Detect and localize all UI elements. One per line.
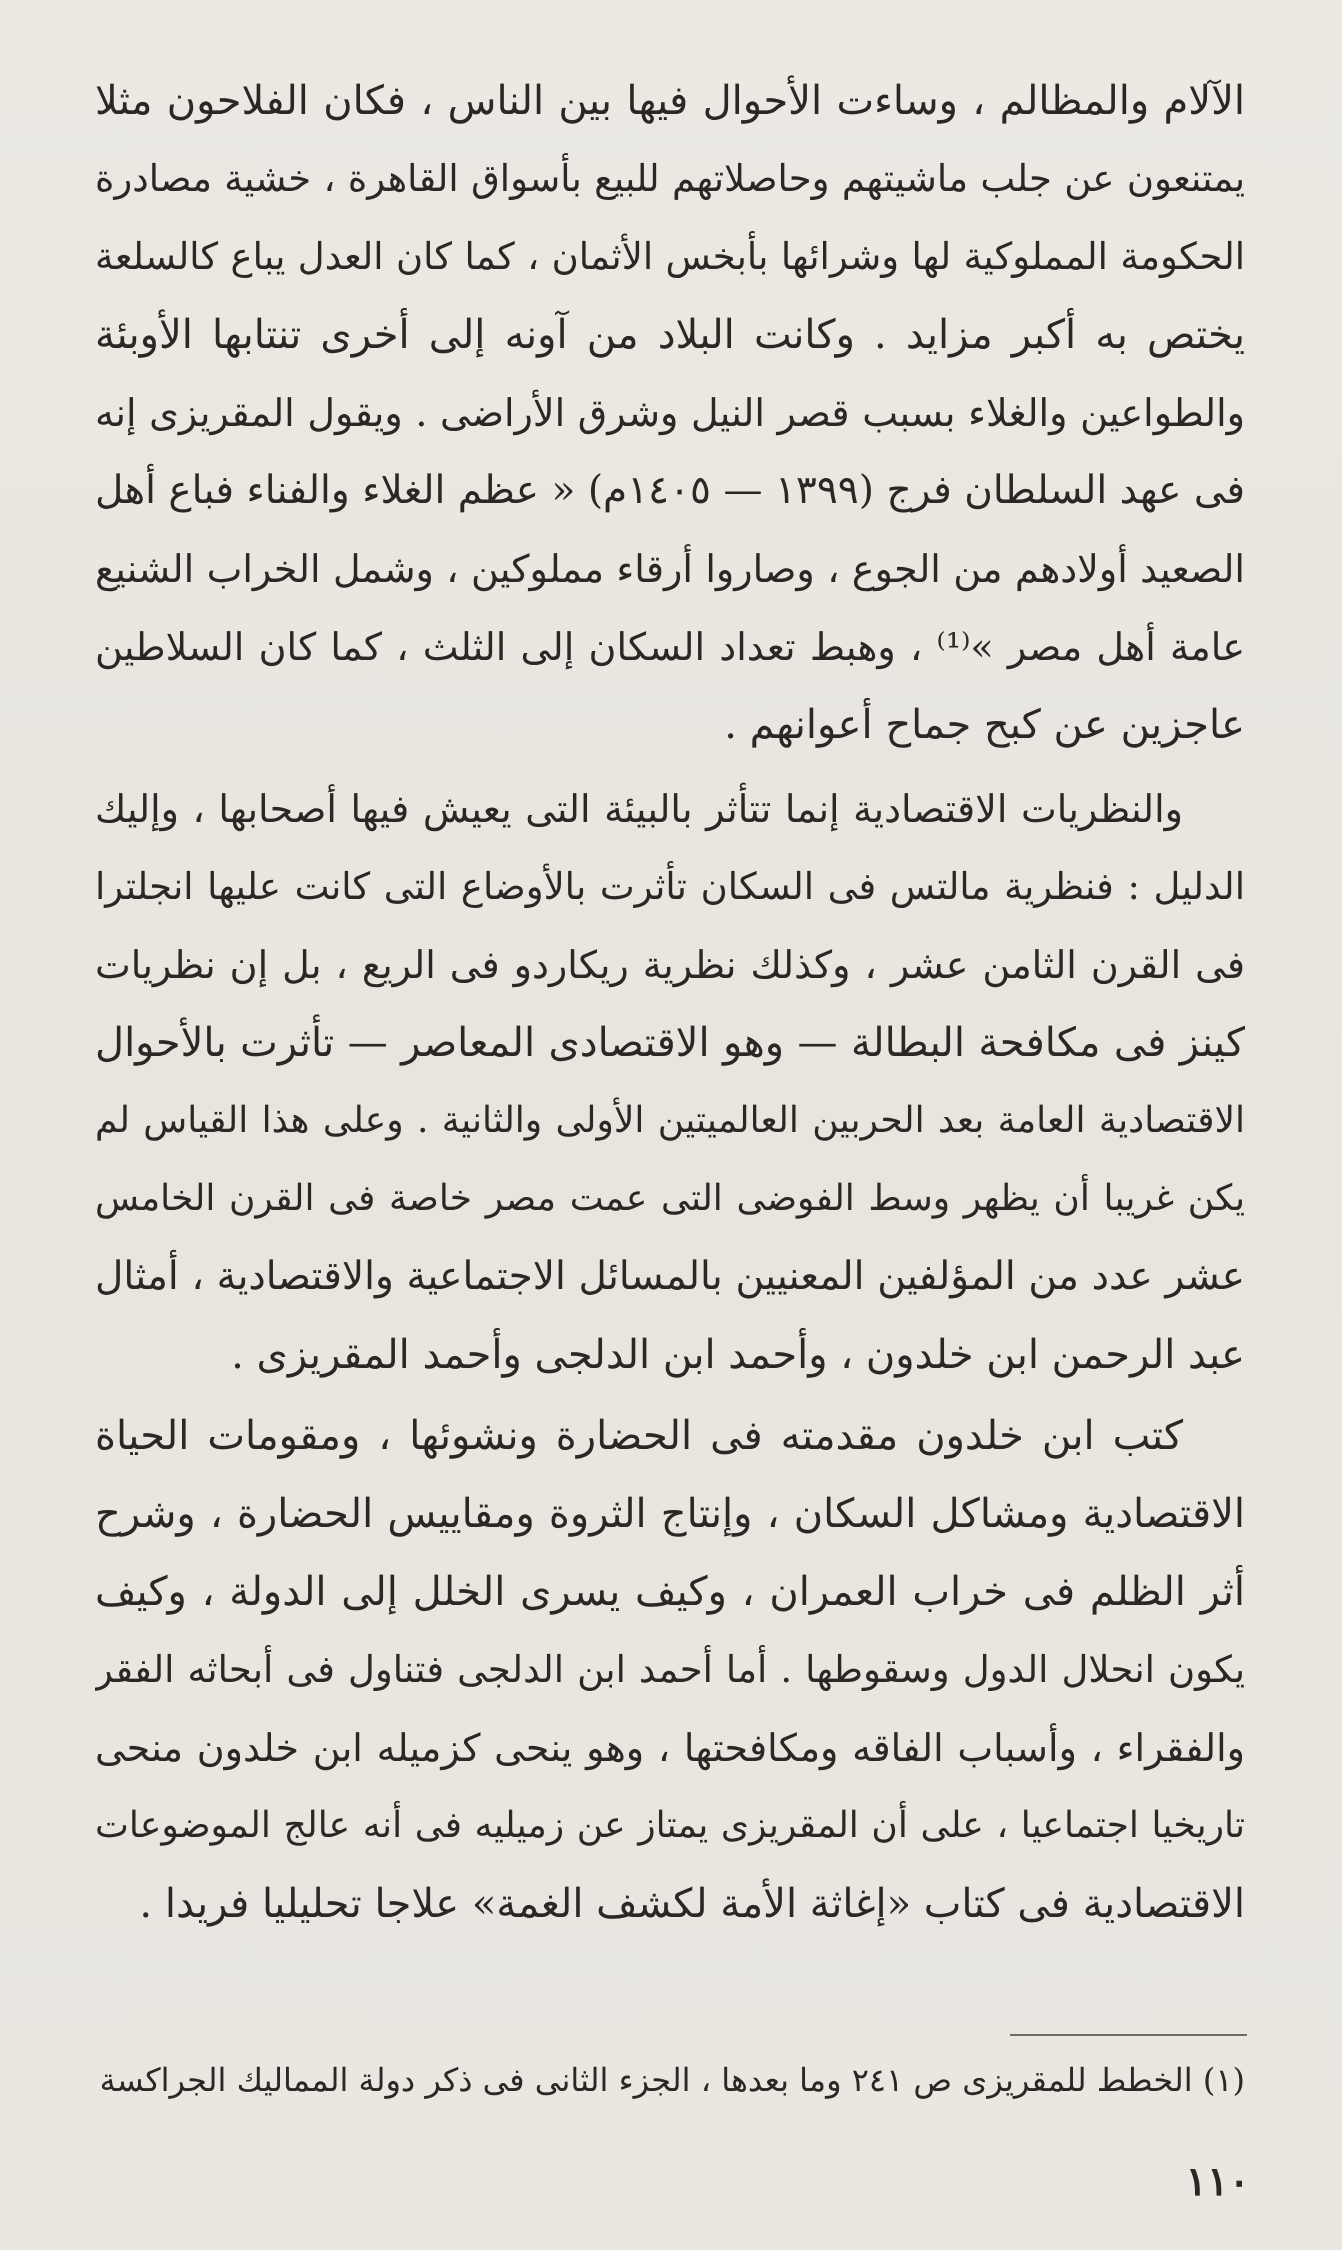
text-line: الآلام والمظالم ، وساءت الأحوال فيها بين الناس ، فكان الفلاحون مثلا <box>95 78 1245 124</box>
text-line: الدليل : فنظرية مالتس فى السكان تأثرت بالأوضاع التى كانت عليها انجلترا <box>95 865 1245 908</box>
text-line: يكن غريبا أن يظهر وسط الفوضى التى عمت مصر خاصة فى القرن الخامس <box>95 1178 1245 1219</box>
text-line: الاقتصادية العامة بعد الحربين العالميتين الأولى والثانية . وعلى هذا القياس لم <box>95 1100 1245 1141</box>
text-line: الاقتصادية فى كتاب «إغاثة الأمة لكشف الغمة» علاجا تحليليا فريدا . <box>139 1881 1245 1927</box>
text-line: عشر عدد من المؤلفين المعنيين بالمسائل الاجتماعية والاقتصادية ، أمثال <box>95 1254 1245 1299</box>
text-line: كتب ابن خلدون مقدمته فى الحضارة ونشوئها ، ومقومات الحياة <box>95 1413 1183 1459</box>
footnote: (١) الخطط للمقريزى ص ٢٤١ وما بعدها ، الجزء الثانى فى ذكر دولة المماليك الجراكسة <box>99 2061 1245 2099</box>
text-line: فى عهد السلطان فرج (١٣٩٩ — ١٤٠٥م) « عظم الغلاء والفناء فباع أهل <box>95 468 1245 513</box>
text-line: الاقتصادية ومشاكل السكان ، وإنتاج الثروة ومقاييس الحضارة ، وشرح <box>95 1491 1245 1537</box>
footnote-divider <box>1010 2034 1247 2036</box>
text-line: يختص به أكبر مزايد . وكانت البلاد من آونه إلى أخرى تنتابها الأوبئة <box>95 312 1245 358</box>
text-line: يكون انحلال الدول وسقوطها . أما أحمد ابن الدلجى فتناول فى أبحاثه الفقر <box>95 1648 1245 1691</box>
paragraph-2 <box>95 770 1245 1394</box>
text-line: عاجزين عن كبح جماح أعوانهم . <box>724 702 1245 748</box>
text-line: كينز فى مكافحة البطالة — وهو الاقتصادى المعاصر — تأثرت بالأحوال <box>95 1020 1245 1066</box>
text-line: عبد الرحمن ابن خلدون ، وأحمد ابن الدلجى وأحمد المقريزى . <box>231 1332 1245 1378</box>
paragraph-3 <box>95 1397 1245 1943</box>
paragraph-1 <box>95 62 1245 764</box>
text-line: عامة أهل مصر »⁽¹⁾ ، وهبط تعداد السكان إلى الثلث ، كما كان السلاطين <box>95 625 1245 669</box>
text-line: والفقراء ، وأسباب الفاقه ومكافحتها ، وهو ينحى كزميله ابن خلدون منحى <box>95 1726 1245 1770</box>
text-line: أثر الظلم فى خراب العمران ، وكيف يسرى الخلل إلى الدولة ، وكيف <box>95 1569 1245 1615</box>
text-line: الصعيد أولادهم من الجوع ، وصاروا أرقاء مملوكين ، وشمل الخراب الشنيع <box>95 547 1245 591</box>
text-line: يمتنعون عن جلب ماشيتهم وحاصلاتهم للبيع بأسواق القاهرة ، خشية مصادرة <box>95 157 1245 200</box>
text-line: تاريخيا اجتماعيا ، على أن المقريزى يمتاز عن زميليه فى أنه عالج الموضوعات <box>95 1805 1245 1846</box>
text-line: الحكومة المملوكية لها وشرائها بأبخس الأثمان ، كما كان العدل يباع كالسلعة <box>95 235 1245 278</box>
text-line: والطواعين والغلاء بسبب قصر النيل وشرق الأراضى . ويقول المقريزى إنه <box>95 391 1245 435</box>
text-line: فى القرن الثامن عشر ، وكذلك نظرية ريكاردو فى الريع ، بل إن نظريات <box>95 943 1245 987</box>
page-number: ١١٠ <box>1185 2158 1250 2205</box>
text-line: والنظريات الاقتصادية إنما تتأثر بالبيئة التى يعيش فيها أصحابها ، وإليك <box>95 787 1183 831</box>
